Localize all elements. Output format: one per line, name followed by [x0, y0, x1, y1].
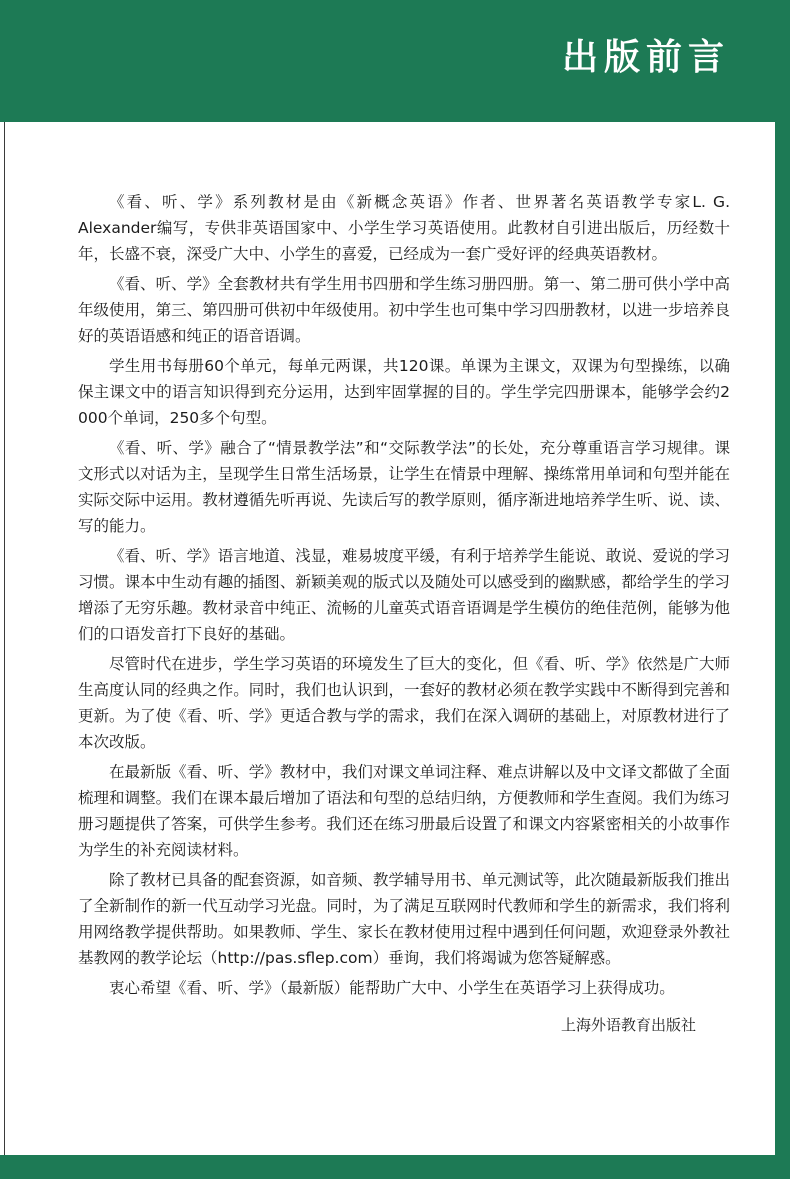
- paragraph: 《看、听、学》语言地道、浅显，难易坡度平缓，有利于培养学生能说、敢说、爱说的学习习惯。课本中生动有趣的插图、新颖美观的版式以及随处可以感受到的幽默感，都给学生的学习增添了无穷乐趣。教材录音中纯正、流畅的儿童英式语音语调是学生模仿的绝佳范例，能够为他们的口语发音打下良好的基础。: [78, 547, 730, 643]
- paragraph: 尽管时代在进步，学生学习英语的环境发生了巨大的变化，但《看、听、学》依然是广大师生高度认同的经典之作。同时，我们也认识到，一套好的教材必须在教学实践中不断得到完善和更新。为了使《看、听、学》更适合教与学的需求，我们在深入调研的基础上，对原教材进行了本次改版。: [78, 655, 730, 751]
- paragraph: 除了教材已具备的配套资源，如音频、教学辅导用书、单元测试等，此次随最新版我们推出了全新制作的新一代互动学习光盘。同时，为了满足互联网时代教师和学生的新需求，我们将利用网络教学提供帮助。如果教师、学生、家长在教材使用过程中遇到任何问题，欢迎登录外教社基教网的教学论坛（http://pas.sflep.com）垂询，我们将竭诚为您答疑解惑。: [78, 871, 730, 967]
- page-title: 出版前言: [561, 37, 730, 78]
- paragraph: 《看、听、学》全套教材共有学生用书四册和学生练习册四册。第一、第二册可供小学中高年级使用，第三、第四册可供初中年级使用。初中学生也可集中学习四册教材，以进一步培养良好的英语语感和纯正的语音语调。: [78, 275, 730, 345]
- paragraph: 衷心希望《看、听、学》（最新版）能帮助广大中、小学生在英语学习上获得成功。: [109, 979, 675, 997]
- preface-body: [78, 189, 730, 1005]
- paragraph: 《看、听、学》系列教材是由《新概念英语》作者、世界著名英语教学专家L. G. Alexander编写，专供非英语国家中、小学生学习英语使用。此教材自引进出版后，历经数十年，长盛不衰，深受广大中、小学生的喜爱，已经成为一套广受好评的经典英语教材。: [78, 193, 730, 263]
- right-edge-strip: [775, 122, 790, 1155]
- paragraph: 在最新版《看、听、学》教材中，我们对课文单词注释、难点讲解以及中文译文都做了全面梳理和调整。我们在课本最后增加了语法和句型的总结归纳，方便教师和学生查阅。我们为练习册习题提供了答案，可供学生参考。我们还在练习册最后设置了和课文内容紧密相关的小故事作为学生的补充阅读材料。: [78, 763, 730, 859]
- footer-band: [0, 1155, 790, 1179]
- paragraph: 学生用书每册60个单元，每单元两课，共120课。单课为主课文，双课为句型操练，以确保主课文中的语言知识得到充分运用，达到牢固掌握的目的。学生学完四册课本，能够学会约2 000个单词，250多个句型。: [78, 357, 730, 427]
- header-band: [0, 0, 790, 122]
- left-edge-line: [4, 122, 5, 1155]
- paragraph: 《看、听、学》融合了“情景教学法”和“交际教学法”的长处，充分尊重语言学习规律。课文形式以对话为主，呈现学生日常生活场景，让学生在情景中理解、操练常用单词和句型并能在实际交际中运用。教材遵循先听再说、先读后写的教学原则，循序渐进地培养学生听、说、读、写的能力。: [78, 439, 730, 535]
- publisher-signature: 上海外语教育出版社: [560, 1016, 696, 1034]
